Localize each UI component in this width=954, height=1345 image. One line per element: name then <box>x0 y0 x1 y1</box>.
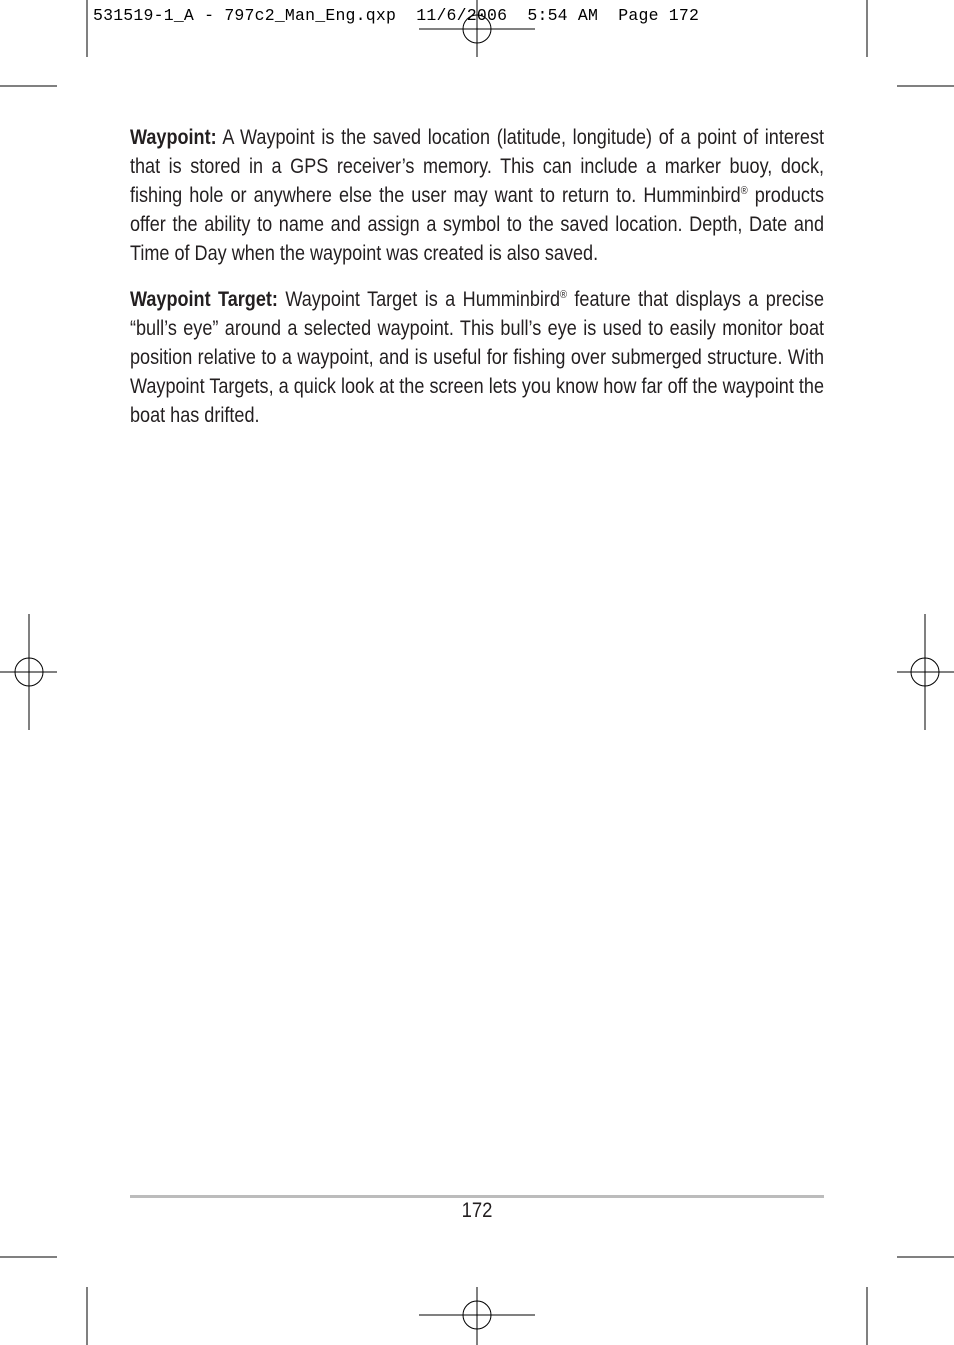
definition-text: feature that displays a precise “bull’s eye” around a selected waypoint. This bull’s eye is used to easily monitor boat position relative to a waypoint, and is useful for fishing over submerged structure. With Waypoint Targets, a quick look at the screen lets you know how far off the waypoint the boat has drifted. <box>130 288 825 427</box>
glossary-entry-waypoint <box>130 123 824 268</box>
page-number: 172 <box>461 1199 493 1222</box>
glossary-entries <box>130 123 824 447</box>
glossary-term: Waypoint Target: <box>130 288 278 311</box>
registered-mark: ® <box>560 289 567 301</box>
definition-text: Waypoint Target is a Humminbird <box>277 288 560 311</box>
registered-mark: ® <box>740 185 748 197</box>
footer-rule <box>130 1195 824 1198</box>
glossary-term: Waypoint: <box>130 126 217 149</box>
glossary-entry-waypoint-target <box>130 285 824 430</box>
definition-text: A Waypoint is the saved location (latitude, longitude) of a point of interest that is stored in a GPS receiver’s memory. This can include a marker buoy, dock, fishing hole or anywhere else the user may want to return to. Humminbird <box>130 126 825 207</box>
definition-text: products offer the ability to name and assign a symbol to the saved location. Depth, Date and Time of Day when the waypoint was created is also saved. <box>130 184 825 265</box>
print-slug-line: 531519-1_A - 797c2_Man_Eng.qxp 11/6/2006 5:54 AM Page 172 <box>93 6 700 25</box>
